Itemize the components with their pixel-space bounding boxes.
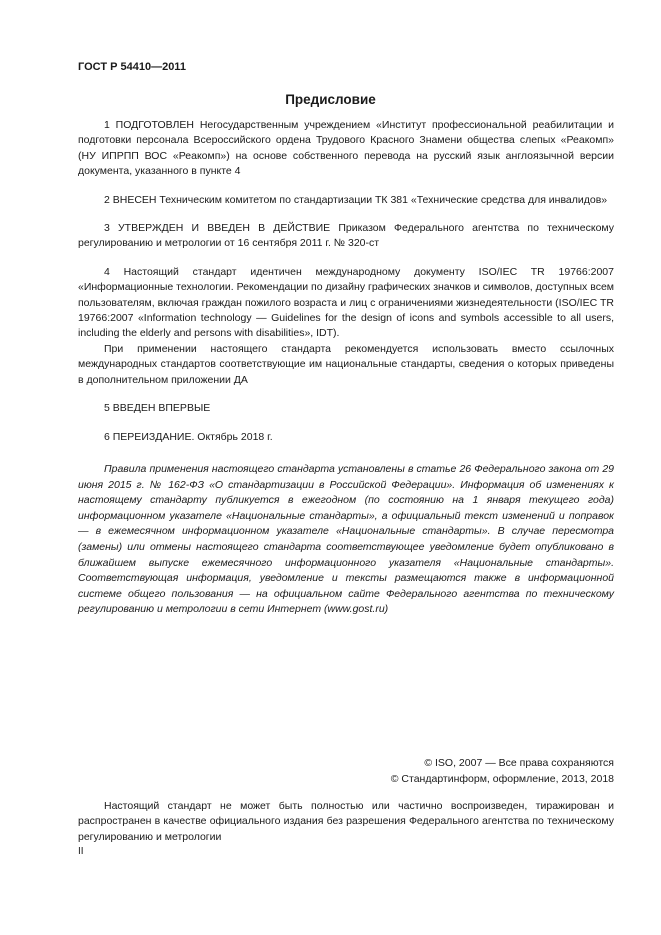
page-title: Предисловие — [285, 92, 376, 107]
paragraph-submitted: 2 ВНЕСЕН Техническим комитетом по стандартизации ТК 381 «Технические средства для инвалидов» — [104, 193, 608, 206]
paragraph-prepared: 1 ПОДГОТОВЛЕН Негосударственным учреждением «Институт профессиональной реабилитации и подготовки персонала Всероссийского ордена Трудового Красного Знамени общества слепых «Реакомп» (НУ ИПРПП ВОС «Реакомп») на основе собственного перевода на русский язык англоязычной версии документа, указанного в пункте 4 — [78, 119, 614, 178]
page-number: II — [78, 846, 84, 857]
reproduction-rights-notice: Настоящий стандарт не может быть полностью или частично воспроизведен, тиражирован и распространен в качестве официального издания без разрешения Федерального агентства по техническому регулированию и метрологии — [78, 800, 614, 843]
paragraph-reissue: 6 ПЕРЕИЗДАНИЕ. Октябрь 2018 г. — [104, 430, 273, 443]
copyright-iso: © ISO, 2007 — Все права сохраняются — [424, 757, 614, 769]
foreword-body — [78, 118, 614, 445]
copyright-block — [391, 755, 614, 787]
copyright-standartinform: © Стандартинформ, оформление, 2013, 2018 — [390, 773, 614, 785]
paragraph-identical: 4 Настоящий стандарт идентичен международному документу ISO/IEC TR 19766:2007 «Информационные технологии. Рекомендации по дизайну графических значков и символов, доступных всем пользователям, включая граждан пожилого возраста и лиц с ограничениями жизнедеятельности (ISO/IEC TR 19766:2007 «Information technology — Guidelines for the design of icons and symbols accessible to all users, including the elderly and persons with disabilities», IDT). — [78, 265, 614, 340]
paragraph-first-introduced: 5 ВВЕДЕН ВПЕРВЫЕ — [104, 402, 211, 415]
document-code: ГОСТ Р 54410—2011 — [78, 61, 186, 73]
paragraph-approved: 3 УТВЕРЖДЕН И ВВЕДЕН В ДЕЙСТВИЕ Приказом Федерального агентства по техническому регулированию и метрологии от 16 сентября 2011 г. № 320-ст — [78, 222, 614, 250]
paragraph-references-note: При применении настоящего стандарта рекомендуется использовать вместо ссылочных международных стандартов соответствующие им национальные стандарты, сведения о которых приведены в дополнительном приложении ДА — [78, 342, 614, 386]
standard-application-notice: Правила применения настоящего стандарта установлены в статье 26 Федерального закона от 29 июня 2015 г. № 162-ФЗ «О стандартизации в Российской Федерации». Информация об изменениях к настоящему стандарту публикуется в ежегодном (по состоянию на 1 января текущего года) информационном указателе «Национальные стандарты», а официальный текст изменений и поправок — в ежемесячном информационном указателе «Национальные стандарты». В случае пересмотра (замены) или отмены настоящего стандарта соответствующее уведомление будет опубликовано в ближайшем выпуске ежемесячного информационного указателя «Национальные стандарты». Соответствующая информация, уведомление и тексты размещаются также в информационной системе общего пользования — на официальном сайте Федерального агентства по техническому регулированию и метрологии в сети Интернет (www.gost.ru) — [78, 463, 614, 616]
